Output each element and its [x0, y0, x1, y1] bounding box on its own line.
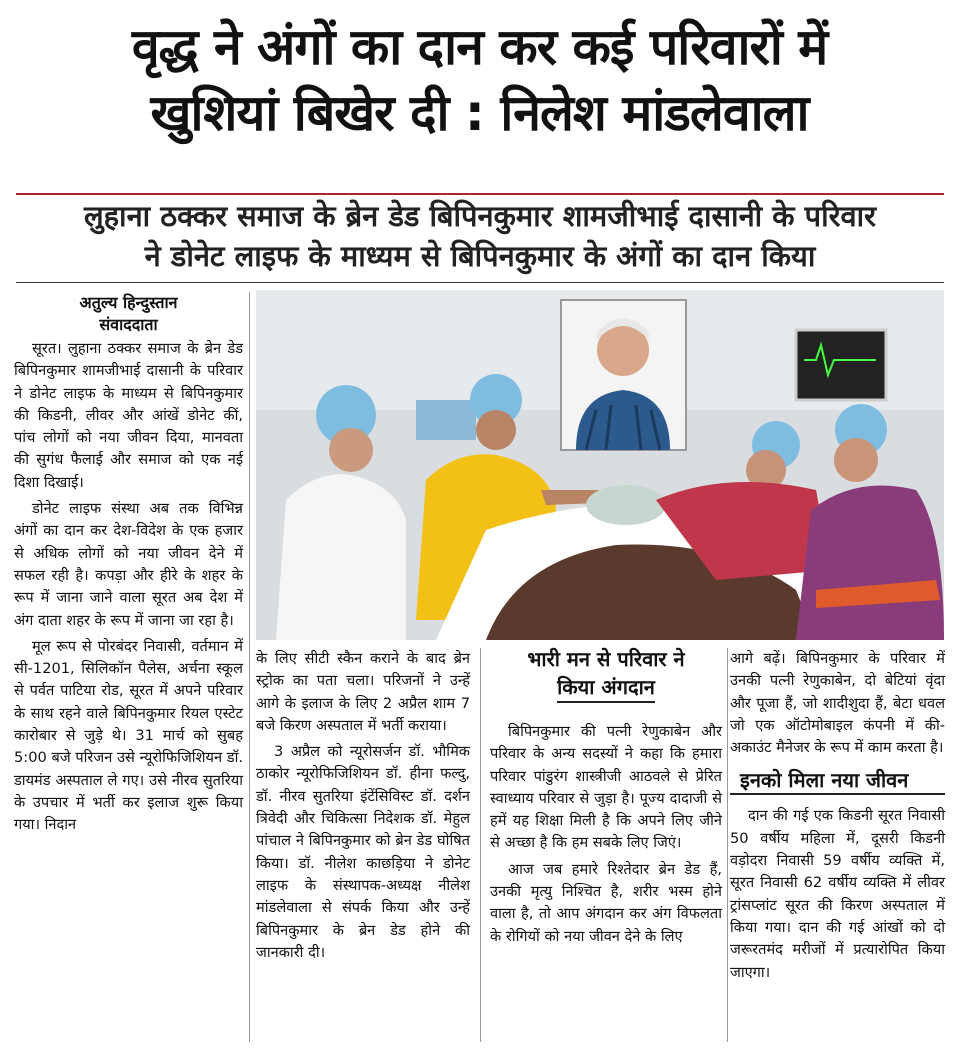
subheadline-divider	[16, 282, 944, 283]
article-column-4	[730, 648, 945, 988]
paragraph: आज जब हमारे रिश्तेदार ब्रेन डेड हैं, उनकी मृत्यु निश्चित है, शरीर भस्म होने वाला है, तो आप अंगदान कर अंग विफलता के रोगियों को नया जीवन देने के लिए	[490, 860, 722, 945]
paragraph: डोनेट लाइफ संस्था अब तक विभिन्न अंगों का दान कर देश-विदेश के एक हजार से अधिक लोगों को नया जीवन देने में सफल रही है। कपड़ा और हीरे के शहर के रूप में जाना जाने वाला सूरत अब देश में अंग दाता शहर के रूप में जाना जा रहा है।	[14, 500, 243, 629]
headline-line-2: खुशियां बिखेर दी : निलेश मांडलेवाला	[150, 84, 809, 142]
section-heading-line-2: किया अंगदान	[557, 673, 655, 703]
byline-reporter: संवाददाता	[99, 315, 158, 334]
column-divider	[249, 292, 250, 1042]
headline-divider	[16, 193, 944, 195]
headline-line-1: वृद्ध ने अंगों का दान कर कई परिवारों में	[131, 18, 828, 76]
monitor-icon	[796, 330, 886, 400]
section-heading-line-1: भारी मन से परिवार ने	[527, 647, 685, 671]
section-heading: इनको मिला नया जीवन	[730, 767, 945, 795]
screen-icon	[416, 400, 476, 440]
subheadline-line-2: ने डोनेट लाइफ के माध्यम से बिपिनकुमार के अंगों का दान किया	[144, 239, 816, 273]
byline	[14, 292, 243, 336]
subheadline	[10, 196, 950, 276]
article-column-1	[14, 292, 243, 841]
article-column-2	[256, 648, 470, 968]
paragraph: के लिए सीटी स्कैन कराने के बाद ब्रेन स्ट्रोक का पता चला। परिजनों ने उन्हें आगे के इलाज के लिए 2 अप्रैल शाम 7 बजे किरण अस्पताल में भर्ती कराया।	[256, 650, 470, 734]
subheadline-line-1: लुहाना ठक्कर समाज के ब्रेन डेड बिपिनकुमार शामजीभाई दासानी के परिवार	[84, 199, 876, 233]
byline-publication: अतुल्य हिन्दुस्तान	[79, 293, 178, 312]
section-heading	[490, 645, 722, 703]
paragraph: 3 अप्रैल को न्यूरोसर्जन डॉ. भौमिक ठाकोर न्यूरोफिजिशियन डॉ. हीना फल्दु, डॉ. नीरव सुतरिया इंटेंसिविस्ट डॉ. दर्शन त्रिवेदी और चिकित्सा निदेशक डॉ. मेहुल पांचाल ने बिपिनकुमार को ब्रेन डेड घोषित किया। डॉ. नीलेश काछड़िया ने डोनेट लाइफ के संस्थापक-अध्यक्ष नीलेश मांडलेवाला से संपर्क किया और उन्हें बिपिनकुमार के ब्रेन डेड होने की जानकारी दी।	[256, 743, 470, 961]
hospital-photo	[256, 290, 944, 640]
paragraph: सूरत। लुहाना ठक्कर समाज के ब्रेन डेड बिपिनकुमार शामजीभाई दासानी के परिवार ने डोनेट लाइफ के माध्यम से बिपिनकुमार की किडनी, लीवर और आंखें डोनेट कीं, पांच लोगों को नया जीवन दिया, मानवता की सुगंध फैलाई और समाज को एक नई दिशा दिखाई।	[14, 340, 243, 491]
paragraph: दान की गई एक किडनी सूरत निवासी 50 वर्षीय महिला में, दूसरी किडनी वड़ोदरा निवासी 59 वर्षीय व्यक्ति में, सूरत निवासी 62 वर्षीय व्यक्ति में लीवर ट्रांसप्लांट सूरत की किरण अस्पताल में किया गया। दान की गई आंखों को दो जरूरतमंद मरीजों में प्रत्यारोपित किया जाएगा।	[730, 807, 945, 981]
article-column-3	[490, 645, 722, 952]
column-divider	[480, 648, 481, 1042]
column-divider	[727, 648, 728, 1042]
paragraph: मूल रूप से पोरबंदर निवासी, वर्तमान में सी-1201, सिलिकॉन पैलेस, अर्चना स्कूल से पर्वत पाटिया रोड, सूरत में अपने परिवार के साथ रहने वाले बिपिनकुमार रियल एस्टेट कारोबार से जुड़े थे। 31 मार्च को सुबह 5:00 बजे परिजन उसे न्यूरोफिजिशियन डॉ. डायमंड अस्पताल ले गए। उसे नीरव सुतरिया के उपचार में भर्ती कर इलाज शुरू किया गया। निदान	[14, 637, 243, 834]
paragraph: बिपिनकुमार की पत्नी रेणुकाबेन और परिवार के अन्य सदस्यों ने कहा कि हमारा परिवार पांडुरंग शास्त्रीजी आठवले से प्रेरित स्वाध्याय परिवार से जुड़ा है। पूज्य दादाजी से हमें यह शिक्षा मिली है कि अपने लिए जीने से अच्छा है कि हम सबके लिए जिएं।	[490, 723, 722, 852]
hospital-scene-illustration	[256, 290, 944, 640]
paragraph: आगे बढ़ें। बिपिनकुमार के परिवार में उनकी पत्नी रेणुकाबेन, दो बेटियां वृंदा और पूजा हैं, जो शादीशुदा हैं, बेटा धवल जो एक ऑटोमोबाइल कंपनी में की-अकाउंट मैनेजर के रूप में काम करता है।	[730, 650, 945, 757]
headline	[0, 14, 959, 146]
